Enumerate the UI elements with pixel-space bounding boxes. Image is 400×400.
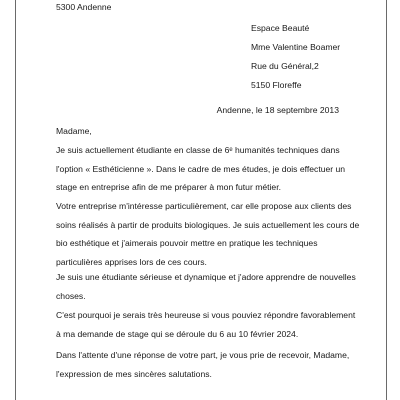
text-line: l'expression de mes sincères salutations. [56, 368, 212, 379]
letter-page [15, 0, 387, 400]
text-line: bio esthétique et j'aimerais pouvoir mettre en pratique les techniques [56, 238, 318, 248]
paragraph-intro [56, 141, 345, 197]
recipient-company: Espace Beauté [251, 23, 310, 33]
text-line: particulières apprises lors de ces cours. [56, 256, 207, 267]
text-line: C'est pourquoi je serais très heureuse si vous pouviez répondre favorablement [56, 310, 356, 320]
recipient-street: Rue du Général,2 [251, 61, 319, 71]
text-line: Votre entreprise m'intéresse particulièrement, car elle propose aux clients des [56, 201, 352, 211]
sender-city: 5300 Andenne [56, 2, 112, 12]
letter-date: Andenne, le 18 septembre 2013 [216, 105, 339, 115]
text-line: stage en entreprise afin de me préparer à mon futur métier. [56, 182, 281, 192]
paragraph-closing [56, 346, 349, 383]
text-line: choses. [56, 290, 86, 301]
text-line: Dans l'attente d'une réponse de votre part, je vous prie de recevoir, Madame, [56, 350, 350, 360]
paragraph-request [56, 306, 355, 343]
recipient-name: Mme Valentine Boamer [251, 42, 341, 52]
salutation: Madame, [56, 126, 92, 136]
text-line: l'option « Esthéticienne ». Dans le cadre de mes études, je dois effectuer un [56, 163, 346, 174]
text-line: à ma demande de stage qui se déroule du 6 au 10 février 2024. [56, 328, 299, 339]
text-line: Je suis actuellement étudiante en classe de 6ᵉ humanités techniques dans [56, 145, 340, 155]
text-line: Je suis une étudiante sérieuse et dynamique et j'adore apprendre de nouvelles [56, 272, 356, 282]
paragraph-motivation [56, 197, 359, 271]
recipient-city: 5150 Floreffe [251, 80, 302, 90]
paragraph-qualities [56, 268, 356, 305]
recipient-address [251, 19, 340, 95]
text-line: soins réalisés à partir de produits biologiques. Je suis actuellement les cours de [56, 219, 360, 230]
